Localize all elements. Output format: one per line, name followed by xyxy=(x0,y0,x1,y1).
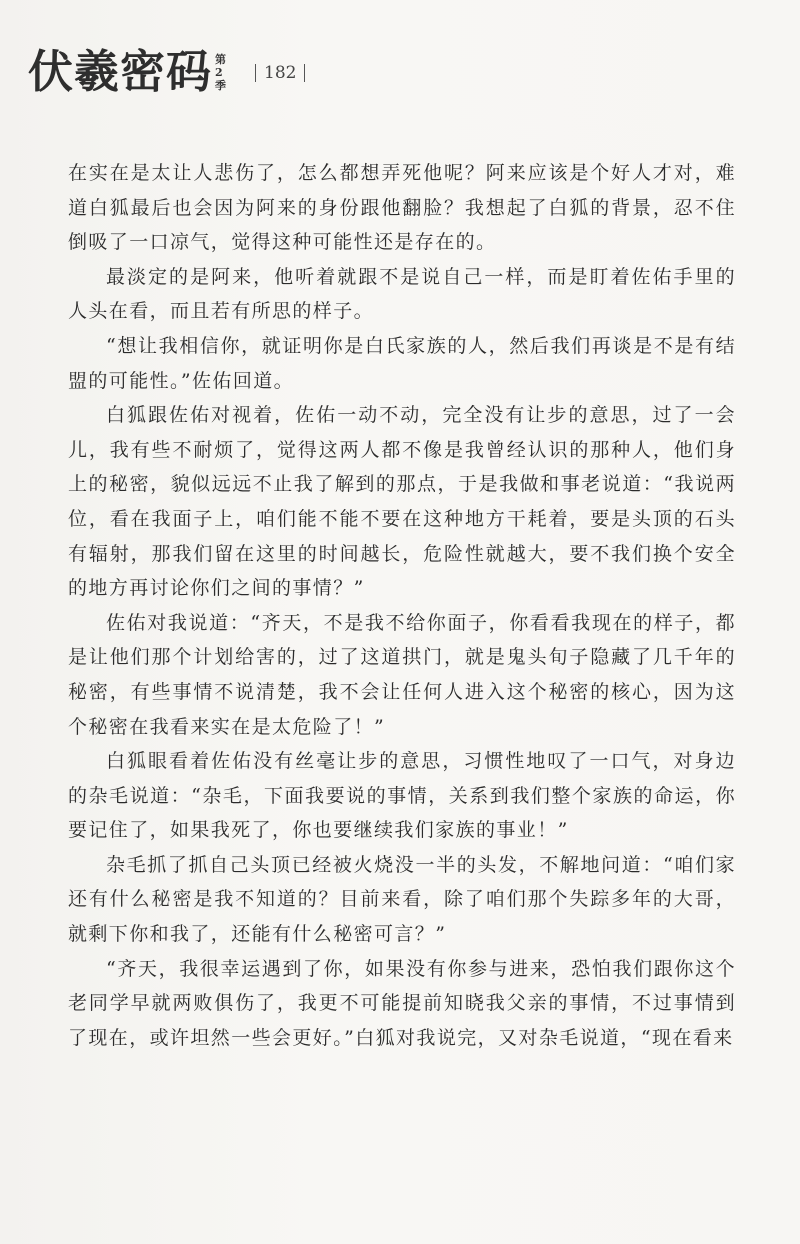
paragraph: “齐天，我很幸运遇到了你，如果没有你参与进来，恐怕我们跟你这个老同学早就两败俱伤了，我更不可能提前知晓我父亲的事情，不过事情到了现在，或许坦然一些会更好。”白狐对我说完，又对杂毛说道，“现在看来 xyxy=(68,957,736,1049)
page-number-value: 182 xyxy=(264,63,297,83)
paragraph: “想让我相信你，就证明你是白氏家族的人，然后我们再谈是不是有结盟的可能性。”佐佑回道。 xyxy=(68,334,736,392)
paragraph: 最淡定的是阿来，他听着就跟不是说自己一样，而是盯着佐佑手里的人头在看，而且若有所思的样子。 xyxy=(68,265,736,323)
page-number-left-bar xyxy=(255,64,256,82)
paragraph: 杂毛抓了抓自己头顶已经被火烧没一半的头发，不解地问道：“咱们家还有什么秘密是我不知道的？目前来看，除了咱们那个失踪多年的大哥，就剩下你和我了，还能有什么秘密可言？” xyxy=(68,853,736,946)
paragraph: 在实在是太让人悲伤了，怎么都想弄死他呢？阿来应该是个好人才对，难道白狐最后也会因为阿来的身份跟他翻脸？我想起了白狐的背景，忍不住倒吸了一口凉气，觉得这种可能性还是存在的。 xyxy=(68,162,736,254)
paragraph: 白狐跟佐佑对视着，佐佑一动不动，完全没有让步的意思，过了一会儿，我有些不耐烦了，觉得这两人都不像是我曾经认识的那种人，他们身上的秘密，貌似远远不止我了解到的那点，于是我做和事老说道：“我说两位，看在我面子上，咱们能不能不要在这种地方干耗着，要是头顶的石头有辐射，那我们留在这里的时间越长，危险性就越大，要不我们换个安全的地方再讨论你们之间的事情？” xyxy=(68,404,736,600)
body-text xyxy=(68,156,736,1055)
paragraph: 佐佑对我说道：“齐天，不是我不给你面子，你看看我现在的样子，都是让他们那个计划给害的，过了这道拱门，就是鬼头旬子隐藏了几千年的秘密，有些事情不说清楚，我不会让任何人进入这个秘密的核心，因为这个秘密在我看来实在是太危险了！” xyxy=(68,611,736,738)
book-title: 伏羲密码 xyxy=(28,44,213,98)
page-number xyxy=(255,63,305,83)
paragraph: 白狐眼看着佐佑没有丝毫让步的意思，习惯性地叹了一口气，对身边的杂毛说道：“杂毛，下面我要说的事情，关系到我们整个家族的命运，你要记住了，如果我死了，你也要继续我们家族的事业！” xyxy=(68,750,736,842)
page-header xyxy=(28,36,305,106)
page-number-right-bar xyxy=(304,64,305,82)
season-label: 第2季 xyxy=(215,52,227,92)
